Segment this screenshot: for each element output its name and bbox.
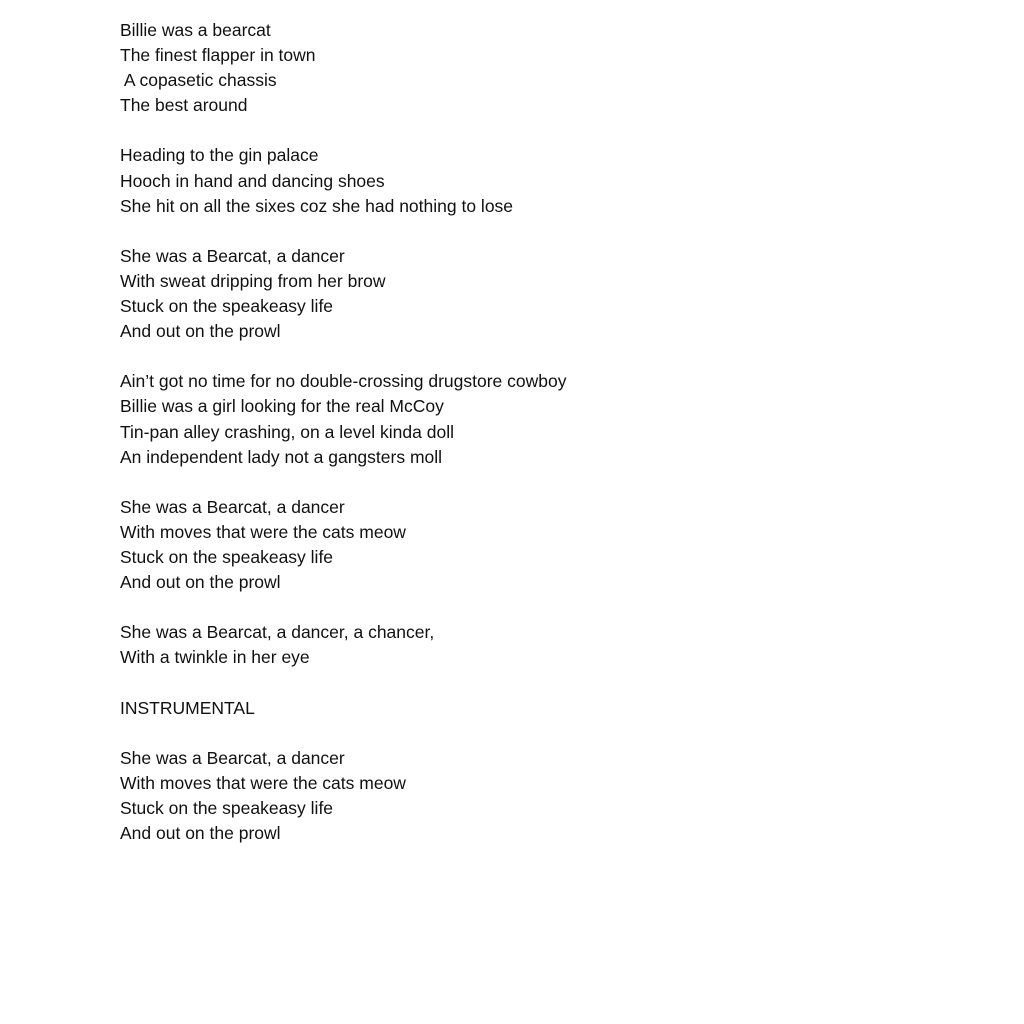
lyric-line: Ain’t got no time for no double-crossing drugstore cowboy <box>120 371 567 392</box>
lyric-line: She was a Bearcat, a dancer, a chancer, <box>120 622 435 643</box>
stanza-6 <box>120 620 980 670</box>
lyric-line: A copasetic chassis <box>120 70 277 91</box>
stanza-5 <box>120 495 980 595</box>
lyric-line: Billie was a bearcat <box>120 20 271 40</box>
lyric-line: She was a Bearcat, a dancer <box>120 496 345 517</box>
lyric-line: An independent lady not a gangsters moll <box>120 446 443 467</box>
lyric-line: With moves that were the cats meow <box>120 521 406 542</box>
lyric-line: She hit on all the sixes coz she had nothing to lose <box>120 195 514 216</box>
lyric-line: Stuck on the speakeasy life <box>120 546 334 567</box>
lyric-line: Heading to the gin palace <box>120 145 319 166</box>
lyric-line: With sweat dripping from her brow <box>120 270 386 291</box>
lyrics-body <box>120 18 980 871</box>
stanza-1 <box>120 18 980 118</box>
section-label: INSTRUMENTAL <box>120 697 255 718</box>
lyric-line: She was a Bearcat, a dancer <box>120 747 345 768</box>
lyric-line: The best around <box>120 95 248 116</box>
stanza-2 <box>120 143 980 218</box>
lyric-line: Stuck on the speakeasy life <box>120 296 334 317</box>
lyric-line: And out on the prowl <box>120 823 281 843</box>
stanza-4 <box>120 369 980 469</box>
stanza-instrumental <box>120 696 980 721</box>
lyric-line: She was a Bearcat, a dancer <box>120 245 345 266</box>
lyric-line: Stuck on the speakeasy life <box>120 797 334 818</box>
lyric-line: Billie was a girl looking for the real McCoy <box>120 396 444 417</box>
lyric-line: Tin-pan alley crashing, on a level kinda doll <box>120 421 454 442</box>
stanza-8 <box>120 746 980 846</box>
lyric-line: With a twinkle in her eye <box>120 647 310 668</box>
lyric-line: With moves that were the cats meow <box>120 772 406 793</box>
stanza-3 <box>120 244 980 344</box>
lyric-line: Hooch in hand and dancing shoes <box>120 170 385 191</box>
lyric-line: And out on the prowl <box>120 572 281 593</box>
lyric-line: The finest flapper in town <box>120 45 316 66</box>
lyric-line: And out on the prowl <box>120 321 281 342</box>
